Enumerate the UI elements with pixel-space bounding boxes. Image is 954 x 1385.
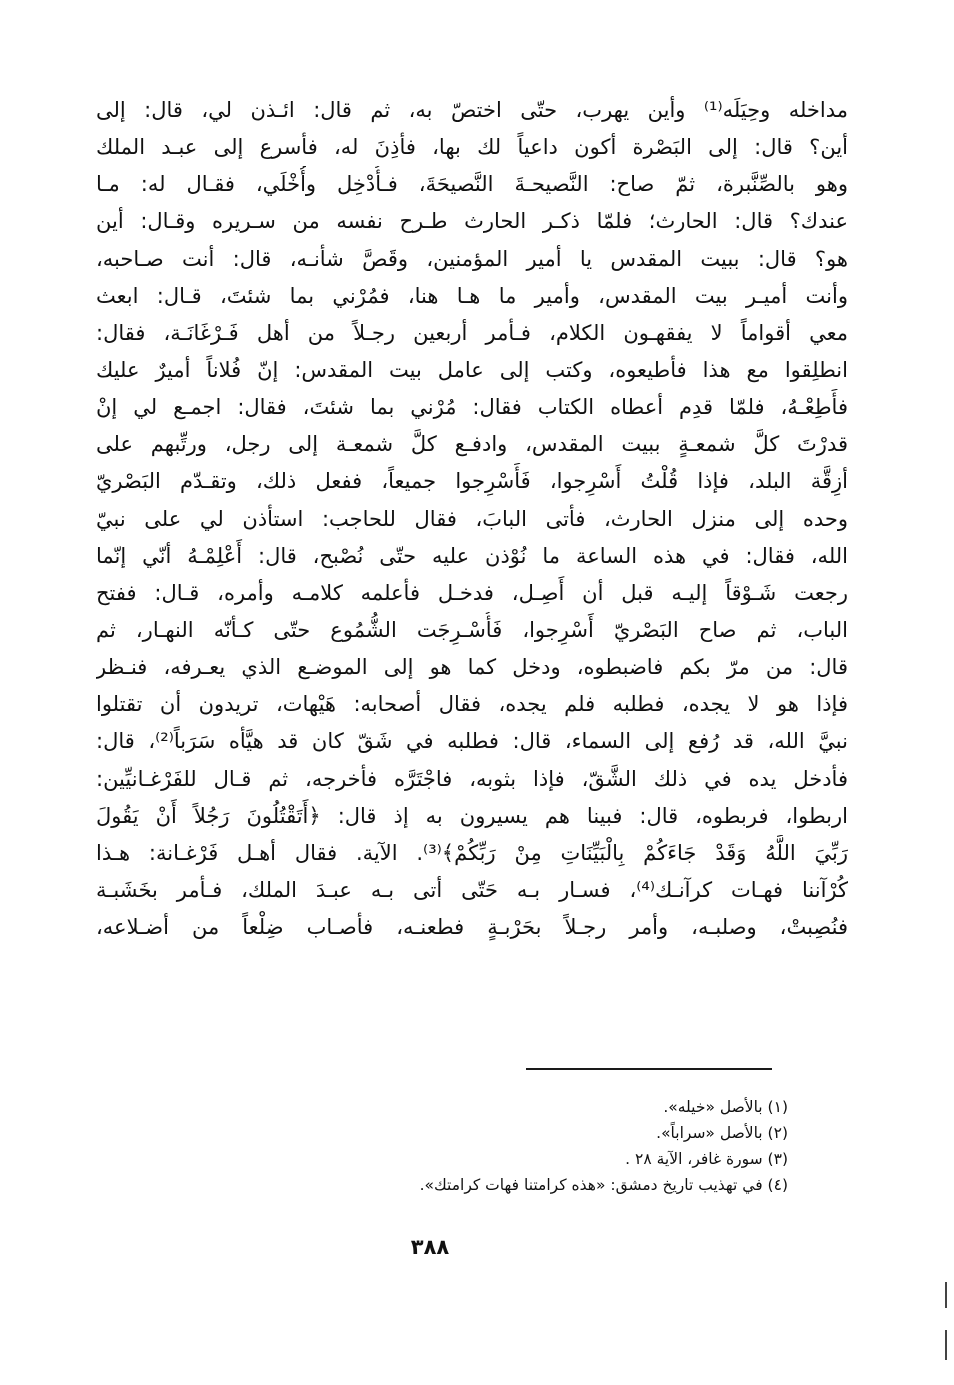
text-line: أين؟ قال: إلى البَصْرة أكون داعياً لك بها، فأذِنَ له، فأسرع إلى عبـد الملك: [96, 135, 848, 160]
text-line: معي أقواماً لا يفقهـون الكلام، فـأمر أربعين رجـلاً من أهل فَـرْغَانَـة، فقال:: [96, 320, 848, 345]
text-line: قدرْتَ كلَّ شمعـةٍ ببيت المقدس، وادفـع كلَّ شمعـة إلى رجل، ورتِّبهم على: [96, 432, 848, 457]
text-line: فأَطِعْـهُ، فلمّا قدِم أعطاه الكتاب فقال: مُرْني بما شئتَ، فقال: اجمـع لي إنْ: [96, 395, 848, 420]
text-line: وأنت أميـر بيت المقدس، وأمير ما هـا هنا، فمُرْني بما شئتَ، قـال: ابعث: [96, 283, 848, 308]
text-line: انطلِقوا مع هذا فأطيعوه، وكتب إلى عامل بيت المقدس: إنّ فُلاناً أميرٌ عليك: [96, 357, 848, 382]
scan-edge-mark: [945, 1282, 947, 1308]
text-line: فأدخل يده في ذلك الشَّقّ، فإذا بثوبه، فاجْتَرَّه فأخرجه، ثم قـال للفَرْغـانيِّين:: [96, 766, 848, 791]
footnote: (٢) بالأصل «سراباً».: [656, 1124, 788, 1142]
text-line: أزِقَّة البلد، فإذا قُلْتُ أَسْرِجوا، فَأَسْرِجوا جميعاً، ففعل ذلك، وتقـدّم البَصْريّ: [96, 469, 848, 494]
text-line: الباب، ثم صاح البَصْريّ أَسْرِجوا، فَأُسْـرِجَت الشُّمُوع حتّى كـأنّه النهـار، ثم: [96, 617, 848, 642]
main-text-block: [96, 92, 848, 946]
text-line: الله، فقال: في هذه الساعة ما نُوْذن عليه حتّى نُصْبح، قال: أَعْلِمْـهُ أنّي إنّما: [96, 543, 848, 568]
text-line: هو؟ قال: ببيت المقدس يا أمير المؤمنين، وقَصَّ شأنـه، قال: أنت صـاحبه،: [96, 246, 848, 271]
text-line: نبيَّ الله، قد رُفع إلى السماء، قال: فطلبه في شَقّ كان قد هيَّأه سَرَباً⁽²⁾، قال:: [96, 729, 848, 754]
text-line: عندك؟ قال: الحارث؛ فلمّا ذكـر الحارث طـرح نفسه من سـريره وقـال: أين: [96, 209, 848, 234]
scan-edge-mark: [945, 1330, 947, 1360]
footnote: (١) بالأصل «خيله».: [663, 1098, 788, 1116]
footnote: (٤) في تهذيب تاريخ دمشق: «هذه كرامتنا فهات كرامتك».: [419, 1176, 788, 1194]
text-line: وهو بالصِّنَّبرة، ثمّ صاح: النَّصيحـةَ النَّصيحَةَ، فـأُدْخِل وأُخْلَي، فقـال له: مـا: [96, 172, 848, 197]
text-line: قال: من مرّ بكم فاضبطوه، ودخل كما هو إلى الموضـع الذي يعـرفه، فنـظر: [96, 655, 848, 680]
text-line: رجعت شَـوْقاً إليـه قبل أن أَصِـل، فدخـل فأعلمه كلامـه وأمره، قـال: ففتح: [96, 580, 848, 605]
text-line: كُرْآننا فهـات كرآنـك⁽⁴⁾، فسـار بـه حَتّى أتى بـه عبـدَ الملك، فـأمر بخَشَبـة: [96, 877, 848, 902]
text-line: مداخله وحِيَلَه⁽¹⁾ وأين يهرب، حتّى اختصّ به، ثم قال: ائـذن لي، قال: إلى: [96, 98, 848, 122]
text-line: وحده إلى منزل الحارث، فأتى البابَ، فقال للحاجب: استأذن لي على نبيّ: [96, 506, 848, 531]
footnote: (٣) سورة غافر، الآية ٢٨ .: [625, 1150, 788, 1168]
text-line: اربطوا، فربطوه، قال: فبينا هم يسيرون به إذ قال: ﴿أَتَقْتُلُونَ رَجُلاً أَنْ يَقُولَ: [96, 803, 848, 828]
page-number: ٣٨٨: [410, 1235, 450, 1259]
footnote-separator: [526, 1068, 772, 1070]
footnotes-block: [328, 1094, 788, 1198]
text-line: فإذا هو لا يجده، فطلبه فلم يجده، فقال أصحابه: هَيْهات، تريدون أن تقتلوا: [96, 692, 848, 717]
text-line: فنُصِبتْ، وصلبـه، وأمر رجـلاً بحَرْبـةٍ فطعنـه، فأصـاب ضِلْعاً من أضـلاعه،: [96, 915, 848, 940]
text-line: رَبِّيَ اللَّهُ وَقَدْ جَاءَكُمْ بِالْبَيِّنَاتِ مِنْ رَبِّكُمْ﴾⁽³⁾. الآية. فقال أهـل فَرْغـانة: هـذا: [96, 840, 848, 865]
